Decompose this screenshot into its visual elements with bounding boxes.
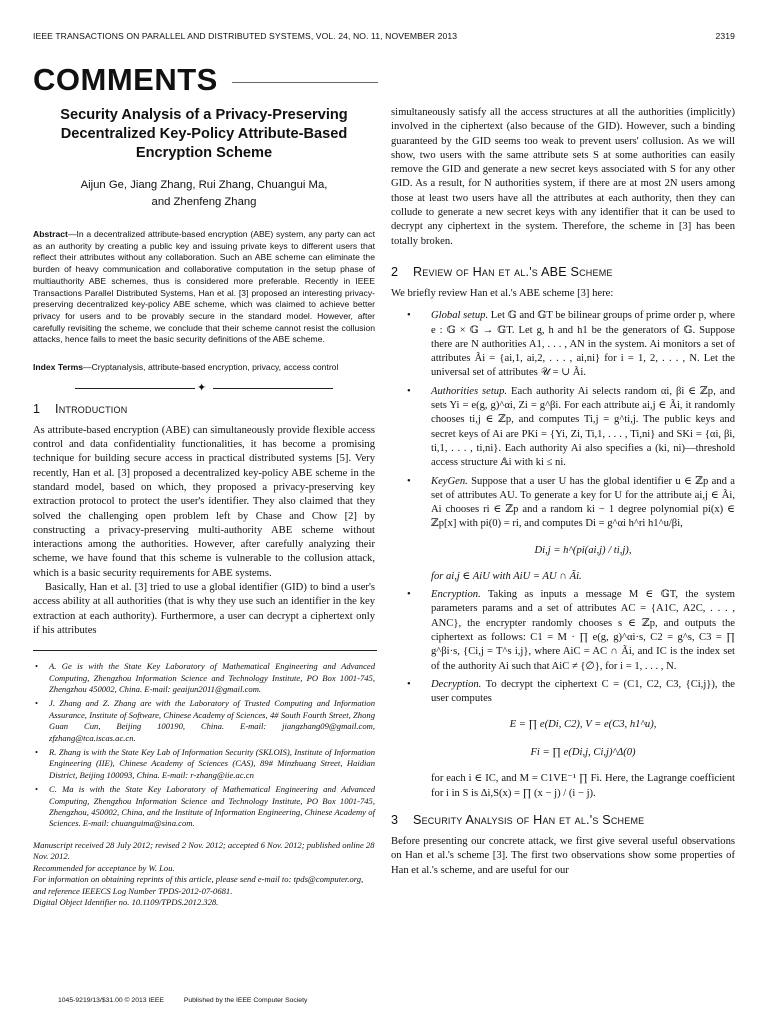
manuscript-reprints: For information on obtaining reprints of this article, please send e-mail to: tpds@computer.org, and reference IEEECS Log Number TPDS-2012-07-0681. <box>33 874 364 896</box>
scheme-item-label: KeyGen. <box>431 475 468 487</box>
manuscript-recommended: Recommended for acceptance by W. Lou. <box>33 862 175 873</box>
scheme-item-decryption <box>391 678 735 801</box>
separator <box>33 382 375 396</box>
intro-paragraph-1: As attribute-based encryption (ABE) can simultaneously provide flexible access control and data confidentiality functionalities, it has become a promising technique for building secure access in practical distributed systems [5]. Very recently, Han et al. [3] proposed a decentralized key-policy ABE scheme in the standard model, based on which, they proposed a privacy-preserving key extraction protocol to protect the user's identifier. They also claimed that they solved the challenging open problem left by Chase and Chow [2] by constructing a privacy-preserving multi-authority ABE scheme without interactions among the authorities. However, after carefully analyzing their scheme, we have found that this scheme is vulnerable to the collusion attack, which is a basic security requirements for ABE systems. <box>33 424 375 579</box>
section-3-heading <box>391 813 735 827</box>
authors-line-2: and Zhenfeng Zhang <box>151 196 257 208</box>
right-column <box>391 106 735 878</box>
scheme-item-encryption <box>391 588 735 674</box>
scheme-item-authorities-setup <box>391 385 735 471</box>
index-terms-label: Index Terms <box>33 362 83 373</box>
affiliations-list <box>33 661 375 830</box>
authors <box>33 177 375 211</box>
footer-publisher: Published by the IEEE Computer Society <box>183 997 308 1004</box>
scheme-item-label: Decryption. <box>431 678 482 690</box>
scheme-item-text: Let 𝔾 and 𝔾T be bilinear groups of prime order p, where e : 𝔾 × 𝔾 → 𝔾T. Let g, h and h1 be the generators of 𝔾. Suppose there are N authorities A1, . . . , AN in the system. Ai monitors a set of attributes Ãi = {ai,1, ai,2, . . . , ai,ni} for i = 1, 2, . . . , N. Let the universal set of attributes 𝒰 = ∪ Ãi. <box>431 310 735 379</box>
scheme-item-text: Each authority Ai selects random αi, βi ∈ ℤp, and sets Yi = e(g, g)^αi, Zi = g^βi. For each attribute ai,j ∈ Ãi, it randomly chooses ti,j ∈ ℤp, and computes Ti,j = g^ti,j. The public keys and secret keys of Ai are PKi = {Yi, Zi, Ti,1, . . . , Ti,ni} and SKi = {αi, βi, ti,1, . . . , ti,ni}. Each authority Ai also specifies a (ki, ni)—threshold access structure 𝔸i with ki ≤ ni. <box>431 385 735 469</box>
scheme-item-text: Suppose that a user U has the global identifier u ∈ ℤp and a set of attributes AU. To generate a key for U for the attribute ai,j ∈ Ãi, Ai chooses ri ∈ ℤp and a random ki − 1 degree polynomial pi(x) ∈ ℤp[x] with pi(0) = ri, and computes Di = g^αi h^ri h1^u/βi, <box>431 475 735 530</box>
banner-rule <box>232 82 378 83</box>
scheme-item-global-setup <box>391 309 735 380</box>
intro-continued: simultaneously satisfy all the access structures at all the authorities (implicitly) involved in the ciphertext (also because of the GID). However, such a binding guaranteed by the GID seems too weak to prevent users' collusion. As we will show, two users with the same attribute sets S at some authorities can easily remove the GID and generate a new secret keys associated with S for any other GID. As a result, for N authorities system, if there are at most 2N users among those at least two users have all the attributes at each authority, then they can collude to generate a new secret keys with any identifier that it can be used to decrypt any ciphertext in the system. Therefore, the scheme in [3] has been totally broken. <box>391 107 735 247</box>
affiliation-item: • J. Zhang and Z. Zhang are with the Laboratory of Trusted Computing and Information Assurance, Institute of Software, Chinese Academy of Sciences, 4# South Fourth Street, Zhong Guan Cun, Beijing 100190, China. E-mail: jiangzhang09@gmail.com, zfzhang@tca.iscas.ac.cn. <box>33 698 375 744</box>
scheme-item-text: Taking as inputs a message M ∈ 𝔾T, the system parameters params and a set of attributes AC = {A1C, A2C, . . . , ANC}, the encrypter randomly chooses s ∈ ℤp, and outputs the ciphertext as follows: C1 = M · ∏ e(g, g)^αi·s, C2 = g^s, C3 = ∏ g^βi·s, {Ci,j = T^s i,j}, where AiC = AC ∩ Ãi, and IC is the index set of the authority Ai such that AiC ≠ {∅}, for i = 1, . . . , N. <box>431 589 735 672</box>
left-column <box>33 106 375 908</box>
scheme-list <box>391 309 735 801</box>
equation-after: for each i ∈ IC, and M = C1VE⁻¹ ∏ Fi. Here, the Lagrange coefficient for i in S is Δi,S(x) = ∏ (x − j) / (i − j). <box>431 773 735 799</box>
section-2-title: Review of Han et al.'s ABE Scheme <box>413 264 613 279</box>
abstract-label: Abstract <box>33 229 68 239</box>
paper-title: Security Analysis of a Privacy-Preserving Decentralized Key-Policy Attribute-Based Encryption Scheme <box>60 107 348 161</box>
equation-d-ij-note: for ai,j ∈ AiU with AiU = AU ∩ Ãi. <box>431 570 582 582</box>
equation-d-ij: Di,j = h^(pi(ai,j) / ti,j), <box>534 544 632 556</box>
section-banner: COMMENTS <box>33 62 218 97</box>
scheme-item-label: Global setup. <box>431 310 489 322</box>
manuscript-received: Manuscript received 28 July 2012; revised 2 Nov. 2012; accepted 6 Nov. 2012; published online 28 Nov. 2012. <box>33 839 375 862</box>
journal-header: IEEE TRANSACTIONS ON PARALLEL AND DISTRIBUTED SYSTEMS, VOL. 24, NO. 11, NOVEMBER 2013 <box>33 31 458 41</box>
page-footer <box>58 997 325 1004</box>
scheme-item-text: To decrypt the ciphertext C = (C1, C2, C3, {Ci,j}), the user computes <box>431 678 735 705</box>
scheme-item-label: Authorities setup. <box>431 385 508 397</box>
intro-paragraph-2: Basically, Han et al. [3] tried to use a global identifier (GID) to bind a user's access ability at all authorities (that is why they use such an identifier in the key extraction at each authority). Furthermore, a user can decrypt a ciphertext only if his attributes <box>33 582 375 636</box>
equation-e-v: E = ∏ e(Di, C2), V = e(C3, h1^u), <box>509 719 657 731</box>
section-3-title: Security Analysis of Han et al.'s Scheme <box>413 812 645 827</box>
authors-line-1: Aijun Ge, Jiang Zhang, Rui Zhang, Chuangui Ma, <box>80 179 328 191</box>
running-head <box>33 31 735 41</box>
separator-line-left <box>75 388 195 389</box>
page-number: 2319 <box>715 31 735 41</box>
section-2-intro: We briefly review Han et al.'s ABE scheme [3] here: <box>391 287 614 299</box>
section-2-number: 2 <box>391 264 399 279</box>
affiliation-item: • R. Zhang is with the State Key Lab of Information Security (SKLOIS), Institute of Information Engineering (IIE), Chinese Academy of Sciences (CAS), 89# Minzhuang Street, Haidian District, Beijing 100093, China. E-mail: r-zhang@iie.ac.cn <box>33 747 375 781</box>
section-3-paragraph: Before presenting our concrete attack, we first give several useful observations on Han et al.'s scheme [3]. The first two observations show some properties of Han et al.'s scheme, and are useful for our <box>391 835 735 876</box>
separator-line-right <box>213 388 333 389</box>
separator-glyph: ✦ <box>197 381 207 394</box>
index-terms-text: —Cryptanalysis, attribute-based encryption, privacy, access control <box>83 362 339 373</box>
section-3-number: 3 <box>391 812 399 827</box>
scheme-item-label: Encryption. <box>431 589 481 601</box>
scheme-item-keygen <box>391 475 735 584</box>
section-2-heading <box>391 265 735 279</box>
abstract-text: —In a decentralized attribute-based encryption (ABE) system, any party can act as an authority by creating a public key and issuing private keys to different users that reflect their attributes without any collaboration. Such an ABE scheme can eliminate the burden of heavy communication and collaborative computation in the setup phase of multiauthority ABE schemes, thus is considered more preferable. Recently in IEEE Transactions Parallel Distributed Systems, Han et al. [3] proposed an interesting privacy-preserving decentralized key-policy ABE scheme, which was claimed to achieve better privacy for users and to be provably secure in the standard model. However, after carefully revisiting the scheme, we conclude that their scheme cannot resist the collusion attacks, hence fails to meet the basic security definitions of the ABE scheme. <box>33 229 375 345</box>
section-1-title: Introduction <box>55 401 128 416</box>
section-1-heading <box>33 402 375 416</box>
equation-f-i: Fi = ∏ e(Di,j, Ci,j)^Δ(0) <box>530 747 636 759</box>
manuscript-doi: Digital Object Identifier no. 10.1109/TPDS.2012.328. <box>33 896 219 907</box>
section-1-number: 1 <box>33 401 41 416</box>
footer-issn: 1045-9219/13/$31.00 © 2013 IEEE <box>58 997 164 1004</box>
footnote-rule <box>33 650 377 651</box>
manuscript-info <box>33 840 375 908</box>
abstract <box>33 229 375 346</box>
affiliation-item: • C. Ma is with the State Key Laboratory of Mathematical Engineering and Advanced Computing, Zhengzhou Information Science and Technology Institute, PO Box 1001-745, Zhengzhou, 450002, China, and the Institute of Information Engineering, Chinese Academy of Sciences. E-mail: chuanguima@sina.com. <box>33 784 375 830</box>
index-terms <box>33 362 375 374</box>
affiliation-item: • A. Ge is with the State Key Laboratory of Mathematical Engineering and Advanced Computing, Zhengzhou Information Science and Technology Institute, PO Box 1001-745, Zhengzhou 450002, China. E-mail: geaijun2011@gmail.com. <box>33 661 375 695</box>
